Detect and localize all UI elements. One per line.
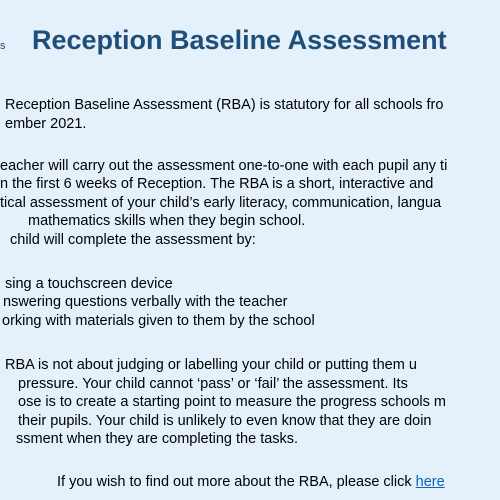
- purpose-line-3: ose is to create a starting point to measure the progress schools m: [18, 394, 446, 410]
- teacher-line-3: tical assessment of your child’s early literacy, communication, langua: [0, 195, 442, 211]
- more-info-link[interactable]: here: [415, 474, 445, 490]
- purpose-line-4: their pupils. Your child is unlikely to even know that they are doin: [18, 413, 432, 429]
- purpose-line-1: RBA is not about judging or labelling your child or putting them u: [5, 357, 417, 373]
- method-item: sing a touchscreen device: [5, 276, 173, 292]
- teacher-line-5: child will complete the assessment by:: [10, 232, 256, 248]
- page-title: Reception Baseline Assessment: [32, 25, 447, 55]
- intro-line-2: ember 2021.: [5, 116, 87, 132]
- footer-text: If you wish to find out more about the RBA, please click: [57, 474, 416, 490]
- teacher-line-4: mathematics skills when they begin school.: [28, 213, 306, 229]
- method-item: nswering questions verbally with the teacher: [3, 294, 288, 310]
- method-item: orking with materials given to them by the school: [2, 313, 315, 329]
- corner-fragment: s: [0, 40, 6, 52]
- teacher-line-1: eacher will carry out the assessment one-to-one with each pupil any ti: [0, 158, 448, 174]
- footer-line: [57, 473, 445, 491]
- purpose-line-5: ssment when they are completing the tasks.: [16, 431, 299, 447]
- teacher-line-2: n the first 6 weeks of Reception. The RBA is a short, interactive and: [0, 176, 434, 192]
- purpose-line-2: pressure. Your child cannot ‘pass’ or ‘fail’ the assessment. Its: [18, 376, 408, 392]
- intro-line-1: Reception Baseline Assessment (RBA) is statutory for all schools fro: [5, 97, 444, 113]
